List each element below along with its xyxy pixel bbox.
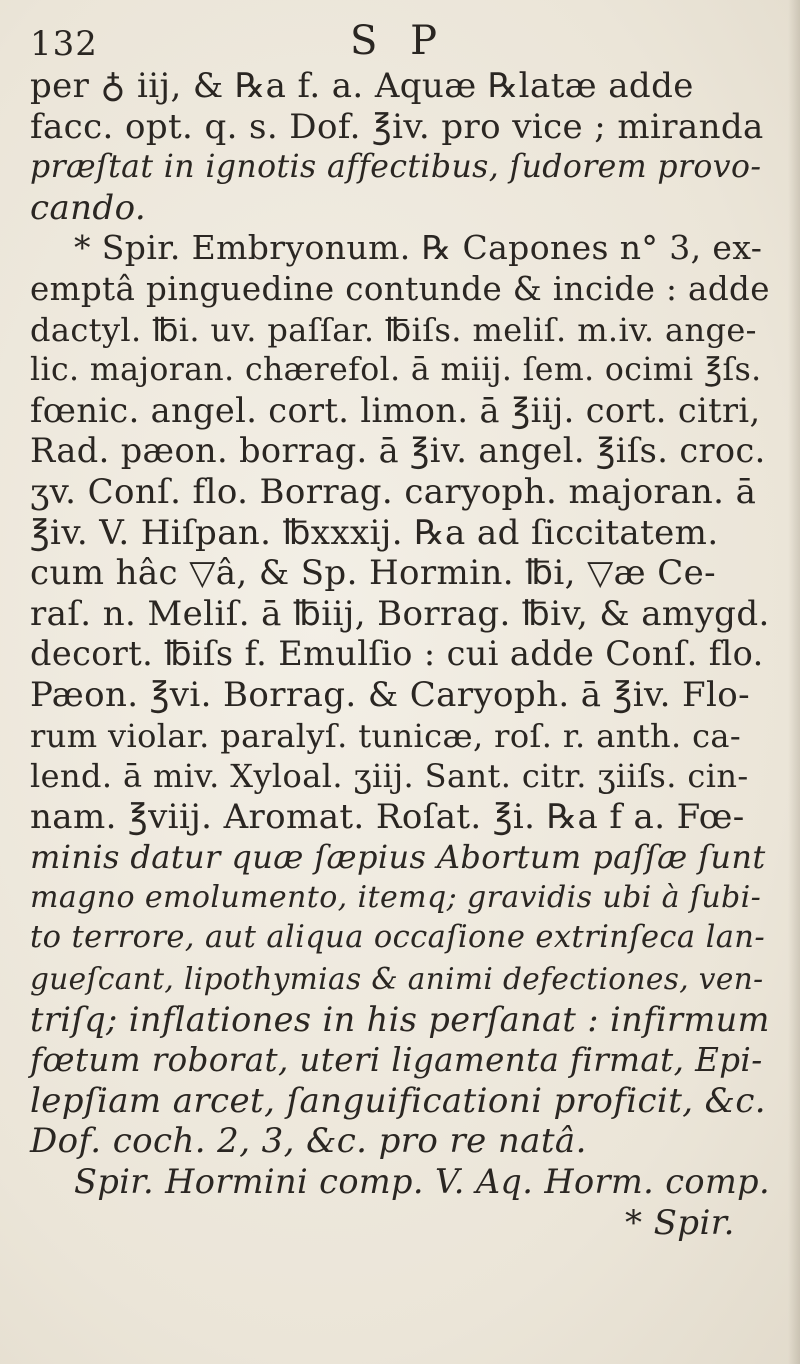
text-line: raſ. n. Meliſ. ā ℔iij, Borrag. ℔iv, & amygd. bbox=[30, 593, 770, 634]
text-line: ℥iv. V. Hiſpan. ℔xxxij. ℞a ad ſiccitatem. bbox=[30, 512, 719, 553]
text-line: Rad. pæon. borrag. ā ℥iv. angel. ℥iſs. croc. bbox=[30, 431, 766, 471]
text-line: triſq; inflationes in his perſanat : infirmum bbox=[30, 999, 770, 1039]
text-line: gueſcant, lipothymias & animi defectiones, ven- bbox=[30, 962, 764, 997]
text-line: facc. opt. q. s. Dof. ℥iv. pro vice ; miranda bbox=[30, 106, 764, 147]
text-line: præſtat in ignotis affectibus, ſudorem provo- bbox=[30, 149, 762, 186]
running-head: S P bbox=[350, 18, 448, 64]
text-line: fœtum roborat, uteri ligamenta firmat, Epi- bbox=[30, 1041, 763, 1080]
page-number: 132 bbox=[30, 24, 98, 64]
text-line: Dof. coch. 2, 3, &c. pro re natâ. bbox=[30, 1121, 587, 1162]
page-edge-shadow bbox=[788, 0, 800, 1364]
entry-heading-line: * Spir. Embryonum. ℞ Capones n° 3, ex- bbox=[74, 228, 763, 268]
text-line: Pæon. ℥vi. Borrag. & Caryoph. ā ℥iv. Flo- bbox=[30, 674, 751, 715]
text-line: emptâ pinguedine contunde & incide : adde bbox=[30, 269, 770, 308]
text-line: fœnic. angel. cort. limon. ā ℥iij. cort. citri, bbox=[30, 390, 761, 430]
text-line: cum hâc ▽â, & Sp. Hormin. ℔i, ▽æ Ce- bbox=[30, 553, 717, 594]
page-body bbox=[30, 66, 770, 1243]
text-line: ʒv. Conſ. flo. Borrag. caryoph. majoran. ā bbox=[30, 471, 757, 512]
text-line: dactyl. ℔i. uv. paſſar. ℔iſs. meliſ. m.iv. ange- bbox=[30, 310, 757, 349]
text-line: nam. ℥viij. Aromat. Roſat. ℥i. ℞a f a. Fœ- bbox=[30, 796, 745, 837]
entry-heading-line: Spir. Hormini comp. V. Aq. Horm. comp. bbox=[74, 1162, 771, 1202]
text-line: lic. majoran. chærefol. ā miij. ſem. ocimi ℥ſs. bbox=[30, 352, 762, 389]
text-line: lend. ā miv. Xyloal. ʒiij. Sant. citr. ʒiiſs. cin- bbox=[30, 757, 749, 796]
text-line: magno emolumento, itemq; gravidis ubi à ſubi- bbox=[30, 879, 762, 915]
text-line: per ♁ iij, & ℞a f. a. Aquæ ℞latæ adde bbox=[30, 66, 694, 106]
text-line: rum violar. paralyſ. tunicæ, roſ. r. anth. ca- bbox=[30, 716, 742, 755]
text-line: decort. ℔iſs f. Emulſio : cui adde Conſ. flo. bbox=[30, 634, 764, 674]
page-header bbox=[0, 18, 800, 68]
text-line: lepſiam arcet, ſanguificationi proficit, &c. bbox=[30, 1080, 766, 1121]
text-line: to terrore, aut aliqua occaſione extrinſeca lan- bbox=[30, 920, 766, 956]
catchword: * Spir. bbox=[625, 1202, 735, 1243]
text-line: minis datur quæ ſæpius Abortum paſſæ ſunt bbox=[30, 838, 766, 877]
text-line: cando. bbox=[30, 187, 147, 228]
